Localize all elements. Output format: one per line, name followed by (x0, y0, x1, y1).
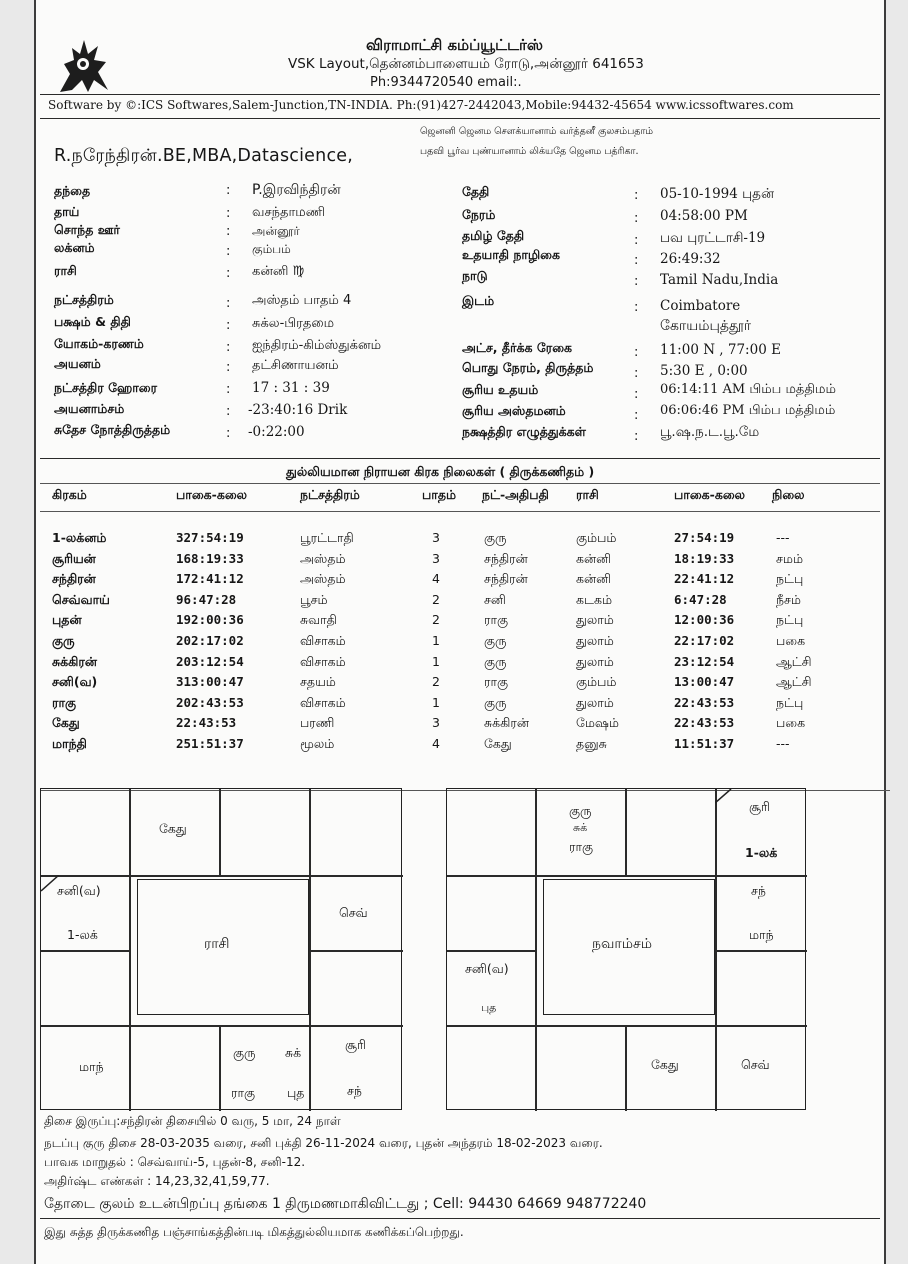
detail-colon: : (634, 429, 639, 444)
detail-colon: : (226, 296, 231, 311)
detail-label: பக்ஷம் & திதி (54, 314, 131, 329)
cell-longitude: 22:43:53 (176, 715, 237, 731)
detail-value: அஸ்தம் பாதம் 4 (252, 293, 352, 308)
detail-label: நாடு (462, 268, 488, 283)
cell-nakshatra: அஸ்தம் (300, 571, 346, 587)
subtitle-line-1: ஜெனனி ஜெனம சௌக்யானாம் வர்த்தனீ குலசம்பதாம் (420, 126, 654, 137)
cell-longitude: 251:51:37 (176, 736, 244, 751)
cell-planet-name: சந்திரன் (52, 571, 96, 587)
detail-colon: : (634, 345, 639, 360)
detail-colon: : (226, 318, 231, 333)
detail-label: அயனம் (54, 356, 101, 371)
navamsa-cell-text: கேது (651, 1057, 679, 1072)
rasi-cell-text: 1-லக் (67, 927, 98, 942)
detail-value: P.இரவிந்திரன் (252, 182, 341, 198)
cell-rasi-degree: 18:19:33 (674, 550, 735, 566)
footer-current-dasa: நடப்பு குரு திசை 28-03-2035 வரை, சனி புக்தி 26-11-2024 வரை, புதன் அந்தரம் 18-02-2023 வரை. (44, 1136, 603, 1150)
cell-longitude: 202:43:53 (176, 694, 244, 710)
detail-colon: : (634, 366, 639, 381)
detail-value: கன்னி ♍ (252, 264, 305, 279)
column-header: நிலை (772, 487, 805, 502)
cell-nakshatra: அஸ்தம் (300, 550, 346, 566)
cell-nakshatra-lord: குரு (484, 694, 507, 710)
cell-rasi: துலாம் (576, 694, 614, 710)
footer-lucky-numbers: அதிர்ஷ்ட எண்கள் : 14,23,32,41,59,77. (44, 1174, 270, 1188)
cell-status: --- (776, 736, 790, 751)
navamsa-cell-text: குரு (569, 803, 592, 818)
detail-value: வசந்தாமணி (252, 205, 326, 220)
cell-status: நட்பு (776, 571, 804, 587)
detail-value: 5:30 E , 0:00 (660, 363, 748, 379)
detail-label: அயனாம்சம் (54, 401, 125, 416)
cell-planet-name: சனி(வ) (52, 674, 98, 690)
detail-colon: : (634, 387, 639, 402)
detail-value: 11:00 N , 77:00 E (660, 342, 781, 358)
detail-value-city-tamil: கோயம்புத்தூர் (660, 318, 752, 334)
navamsa-cell-text: 1-லக் (745, 845, 778, 860)
cell-longitude: 172:41:12 (176, 571, 244, 587)
detail-value: பவ புரட்டாசி-19 (660, 230, 766, 246)
detail-label: தந்தை (54, 183, 91, 198)
cell-padam: 2 (432, 591, 440, 607)
cell-rasi: தனுசு (576, 736, 607, 751)
cell-padam: 2 (432, 612, 440, 628)
cell-rasi-degree: 6:47:28 (674, 591, 727, 607)
shop-address: VSK Layout,தென்னம்பாளையம் ரோடு,அன்னூர் 641653 (288, 56, 644, 72)
column-header: பாகை-கலை (176, 487, 248, 502)
cell-rasi-degree: 23:12:54 (674, 653, 735, 669)
cell-status: ஆட்சி (776, 674, 812, 690)
cell-rasi: கும்பம் (576, 530, 617, 545)
column-header: கிரகம் (52, 487, 87, 502)
detail-value: ஐந்திரம்-கிம்ஸ்துக்னம் (252, 338, 382, 353)
detail-value: 04:58:00 PM (660, 208, 748, 224)
detail-colon: : (226, 224, 231, 239)
rasi-cell-text: சூரி (345, 1037, 366, 1052)
detail-value: Tamil Nadu,India (660, 272, 779, 288)
cell-status: ஆட்சி (776, 653, 812, 669)
cell-status: --- (776, 530, 790, 545)
cell-nakshatra-lord: ராகு (484, 674, 509, 690)
cell-nakshatra: பரணி (300, 715, 335, 731)
cell-nakshatra: விசாகம் (300, 694, 346, 710)
rasi-title: ராசி (204, 936, 230, 952)
planet-table-title: துல்லியமான நிராயன கிரக நிலைகள் ( திருக்கணிதம் ) (286, 464, 595, 479)
header-divider-top (40, 94, 880, 95)
cell-rasi-degree: 22:43:53 (674, 694, 735, 710)
detail-value: 26:49:32 (660, 251, 721, 267)
detail-colon: : (226, 183, 231, 198)
column-header: நட்சத்திரம் (300, 487, 360, 502)
table-divider-header (40, 511, 880, 512)
detail-label: அட்ச, தீர்க்க ரேகை (462, 340, 573, 355)
rasi-cell-text: கேது (159, 821, 187, 836)
detail-value: 06:06:46 PM பிம்ப மத்திமம் (660, 403, 836, 418)
cell-nakshatra-lord: சந்திரன் (484, 550, 528, 566)
detail-value: -23:40:16 Drik (248, 402, 348, 418)
detail-label: பொது நேரம், திருத்தம் (462, 360, 594, 375)
detail-colon: : (634, 274, 639, 289)
cell-planet-name: ராகு (52, 694, 77, 710)
footer-dasa-balance: திசை இருப்பு:சந்திரன் திசையில் 0 வரு, 5 மா, 24 நாள் (44, 1114, 341, 1128)
detail-label: லக்னம் (54, 240, 95, 255)
subtitle-line-2: பதவி பூர்வ புண்யானாம் லிக்யதே ஜெனம பத்ரிகா. (420, 146, 639, 157)
detail-label: உதயாதி நாழிகை (462, 247, 561, 262)
navamsa-cell-text: ராகு (569, 839, 594, 854)
cell-status: சமம் (776, 550, 804, 566)
cell-rasi-degree: 22:41:12 (674, 571, 735, 587)
navamsa-cell-text: மாந் (749, 927, 774, 942)
cell-nakshatra-lord: குரு (484, 633, 507, 648)
cell-nakshatra: மூலம் (300, 736, 335, 751)
footer-divider (40, 1218, 880, 1219)
detail-colon: : (226, 340, 231, 355)
cell-longitude: 168:19:33 (176, 550, 244, 566)
shop-phone: Ph:9344720540 email:. (370, 75, 522, 90)
cell-nakshatra-lord: கேது (484, 736, 512, 751)
cell-nakshatra: சுவாதி (300, 612, 337, 628)
detail-label: சூரிய அஸ்தமனம் (462, 403, 566, 418)
cell-longitude: 96:47:28 (176, 591, 237, 607)
cell-longitude: 192:00:36 (176, 612, 244, 628)
cell-rasi: கன்னி (576, 571, 612, 587)
cell-padam: 4 (432, 571, 440, 587)
detail-value: அன்னூர் (252, 224, 300, 238)
navamsa-cell-text: சந் (751, 883, 766, 898)
detail-label: தமிழ் தேதி (462, 228, 525, 243)
detail-colon: : (226, 206, 231, 221)
cell-padam: 4 (432, 736, 440, 751)
detail-label: யோகம்-கரணம் (54, 336, 144, 351)
cell-rasi: துலாம் (576, 653, 614, 669)
cell-nakshatra-lord: சனி (484, 591, 506, 607)
column-header: பாகை-கலை (674, 487, 746, 502)
detail-value: Coimbatore (660, 298, 741, 314)
detail-label: தேதி (462, 184, 490, 199)
detail-colon: : (634, 233, 639, 248)
cell-rasi-degree: 27:54:19 (674, 530, 735, 545)
navamsa-title: நவாம்சம் (592, 936, 652, 952)
detail-colon: : (634, 211, 639, 226)
cell-nakshatra-lord: சந்திரன் (484, 571, 528, 587)
detail-colon: : (634, 188, 639, 203)
navamsa-cell-text: செவ் (741, 1057, 770, 1072)
cell-padam: 1 (432, 633, 440, 648)
cell-rasi-degree: 11:51:37 (674, 736, 735, 751)
detail-colon: : (226, 244, 231, 259)
navamsa-lagna-marker-icon (715, 789, 735, 809)
rasi-cell-text: சுக் (285, 1045, 302, 1060)
cell-planet-name: கேது (52, 715, 80, 731)
rasi-cell-text: குரு (233, 1045, 256, 1060)
table-divider-mid (40, 483, 880, 484)
rasi-cell-text: செவ் (339, 905, 368, 920)
detail-label: சுதேச நோத்திருத்தம் (54, 422, 171, 437)
column-header: நட்-அதிபதி (482, 487, 549, 502)
footer-note: இது சுத்த திருக்கணித பஞ்சாங்கத்தின்படி மிகத்துல்லியமாக கணிக்கப்பெற்றது. (44, 1225, 464, 1239)
footer-family-contact: தோடை குலம் உடன்பிறப்பு தங்கை 1 திருமணமாகிவிட்டது ; Cell: 94430 64669 948772240 (44, 1196, 647, 1212)
detail-value: சுக்ல-பிரதமை (252, 316, 335, 331)
cell-padam: 3 (432, 530, 440, 545)
cell-longitude: 202:17:02 (176, 633, 244, 648)
cell-status: நீசம் (776, 591, 801, 607)
cell-nakshatra: விசாகம் (300, 633, 346, 648)
detail-colon: : (634, 300, 639, 315)
person-name: R.நரேந்திரன்.BE,MBA,Datascience, (54, 146, 353, 166)
detail-value: தட்சிணாயனம் (252, 358, 339, 373)
shop-name: விராமாட்சி கம்ப்யூட்டர்ஸ் (366, 36, 543, 54)
cell-rasi: கன்னி (576, 550, 612, 566)
cell-nakshatra: பூரட்டாதி (300, 530, 354, 545)
cell-status: நட்பு (776, 694, 804, 710)
cell-padam: 3 (432, 715, 440, 731)
detail-value: 17 : 31 : 39 (252, 380, 330, 396)
rasi-cell-text: சந் (347, 1083, 362, 1098)
cell-longitude: 203:12:54 (176, 653, 244, 669)
header-divider-bottom (40, 118, 880, 119)
cell-padam: 1 (432, 653, 440, 669)
detail-colon: : (226, 382, 231, 397)
cell-rasi-degree: 13:00:47 (674, 674, 735, 690)
cell-nakshatra-lord: ராகு (484, 612, 509, 628)
rasi-cell-text: ராகு (231, 1085, 256, 1100)
detail-colon: : (226, 360, 231, 375)
cell-nakshatra-lord: குரு (484, 530, 507, 545)
cell-rasi: கடகம் (576, 591, 612, 607)
cell-planet-name: குரு (52, 633, 75, 648)
rasi-chart (40, 788, 402, 1110)
cell-planet-name: 1-லக்னம் (52, 530, 107, 545)
detail-colon: : (634, 253, 639, 268)
detail-colon: : (634, 408, 639, 423)
detail-label: தாய் (54, 204, 80, 219)
detail-value: 05-10-1994 புதன் (660, 186, 775, 202)
footer-bhava-change: பாவக மாறுதல் : செவ்வாய்-5, புதன்-8, சனி-12. (44, 1155, 306, 1169)
navamsa-center-box (543, 879, 715, 1015)
detail-label: ராசி (54, 263, 77, 278)
column-header: ராசி (576, 487, 599, 502)
detail-colon: : (226, 266, 231, 281)
cell-longitude: 327:54:19 (176, 530, 244, 545)
detail-label: சொந்த ஊர் (54, 222, 120, 237)
navamsa-chart (446, 788, 806, 1110)
horoscope-sheet (34, 0, 886, 1264)
table-divider-top (40, 458, 880, 459)
detail-label: நக்ஷத்திர எழுத்துக்கள் (462, 424, 586, 439)
cell-planet-name: மாந்தி (52, 736, 87, 751)
rasi-cell-text: புத (287, 1085, 305, 1100)
cell-planet-name: சுக்கிரன் (52, 653, 97, 669)
cell-nakshatra: விசாகம் (300, 653, 346, 669)
cell-planet-name: சூரியன் (52, 550, 96, 566)
cell-rasi: துலாம் (576, 633, 614, 648)
cell-planet-name: செவ்வாய் (52, 591, 110, 607)
cell-rasi-degree: 22:43:53 (674, 715, 735, 731)
navamsa-cell-text: சனி(வ) (465, 961, 509, 976)
cell-rasi-degree: 12:00:36 (674, 612, 735, 628)
rasi-center-box (137, 879, 309, 1015)
cell-rasi: துலாம் (576, 612, 614, 628)
navamsa-cell-text: சூரி (749, 799, 770, 814)
detail-label: சூரிய உதயம் (462, 382, 539, 397)
cell-padam: 2 (432, 674, 440, 690)
detail-value: கும்பம் (252, 242, 291, 256)
cell-rasi-degree: 22:17:02 (674, 633, 735, 648)
detail-value: பூ.ஷ.ந.ட.பூ.மே (660, 424, 760, 440)
detail-colon: : (226, 404, 231, 419)
detail-label: இடம் (462, 293, 495, 308)
detail-label: நட்சத்திரம் (54, 292, 114, 307)
cell-status: பகை (776, 633, 806, 648)
cell-status: பகை (776, 715, 806, 731)
cell-rasi: கும்பம் (576, 674, 617, 690)
cell-nakshatra-lord: குரு (484, 653, 507, 669)
cell-padam: 1 (432, 694, 440, 710)
cell-nakshatra-lord: சுக்கிரன் (484, 715, 529, 731)
detail-label: நேரம் (462, 207, 496, 222)
detail-value: -0:22:00 (248, 424, 305, 440)
cell-nakshatra: சதயம் (300, 674, 336, 690)
rasi-cell-text: மாந் (79, 1059, 104, 1074)
software-credit: Software by ©:ICS Softwares,Salem-Junction,TN-INDIA. Ph:(91)427-2442043,Mobile:94432-45654 www.icssoftwares.com (48, 98, 794, 112)
cell-status: நட்பு (776, 612, 804, 628)
detail-value: 06:14:11 AM பிம்ப மத்திமம் (660, 382, 836, 397)
cell-longitude: 313:00:47 (176, 674, 244, 690)
rasi-cell-text: சனி(வ) (57, 883, 101, 898)
cell-padam: 3 (432, 550, 440, 566)
navamsa-cell-text: புத (481, 1001, 497, 1014)
deity-logo-icon (54, 34, 112, 96)
navamsa-cell-text: சுக் (573, 821, 588, 834)
cell-nakshatra: பூசம் (300, 591, 328, 607)
cell-planet-name: புதன் (52, 612, 82, 628)
cell-rasi: மேஷம் (576, 715, 619, 731)
detail-colon: : (226, 426, 231, 441)
column-header: பாதம் (422, 487, 457, 502)
detail-label: நட்சத்திர ஹோரை (54, 380, 158, 395)
